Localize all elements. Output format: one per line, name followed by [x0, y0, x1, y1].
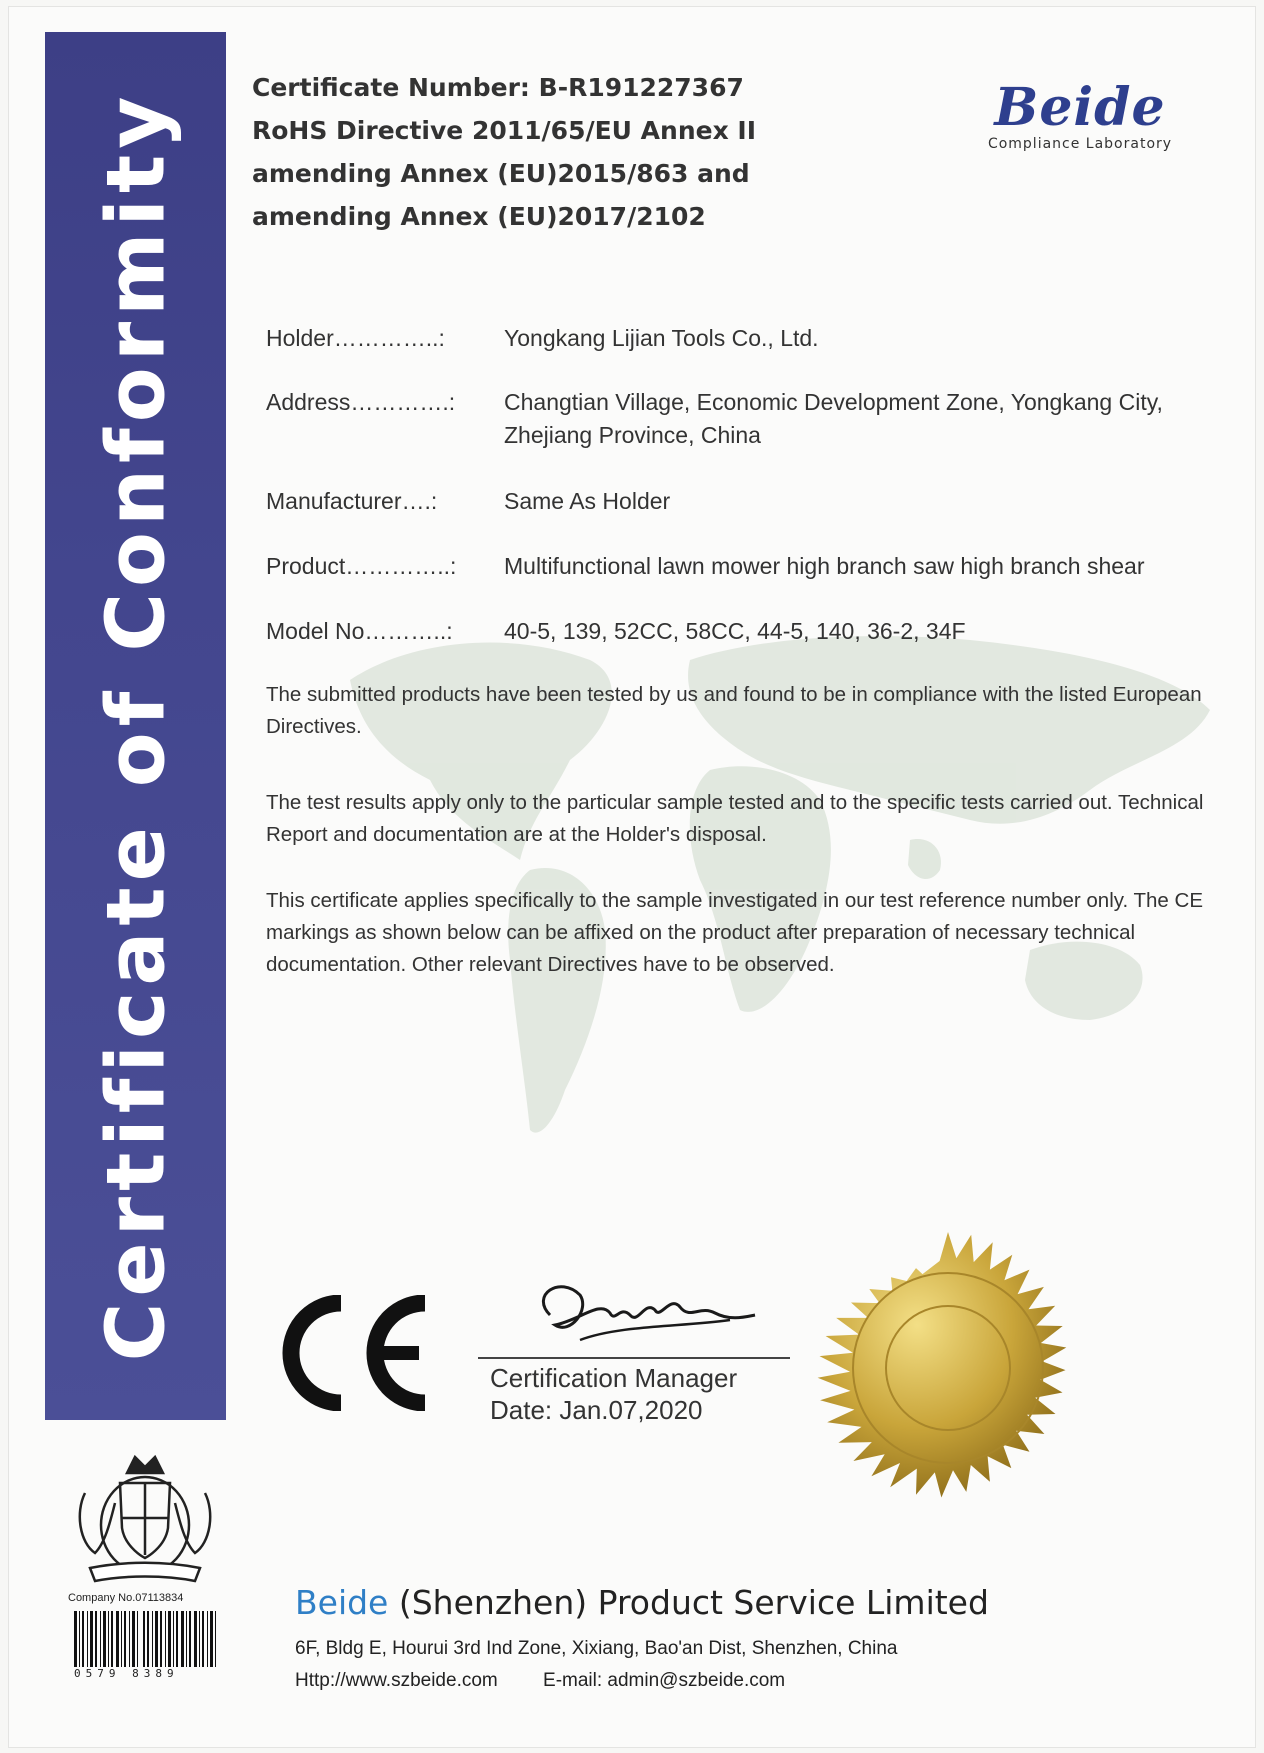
product-value: Multifunctional lawn mower high branch saw high branch shear — [504, 553, 1145, 579]
beide-logo — [970, 77, 1190, 152]
signoff-title: Certification Manager — [490, 1363, 738, 1393]
certificate-number: Certificate Number: B-R191227367 — [252, 73, 744, 102]
amending-line-2: amending Annex (EU)2017/2102 — [252, 202, 706, 231]
address-value: Changtian Village, Economic Development Zone, Yongkang City, Zhejiang Province, China — [504, 389, 1163, 448]
ce-markings-paragraph: This certificate applies specifically to the sample investigated in our test reference number only. The CE markings as shown below can be affixed on the product after preparation of necessary technical documentation. Other relevant Directives have to be observed. — [266, 889, 1204, 976]
barcode — [74, 1611, 216, 1667]
compliance-paragraph: The submitted products have been tested by us and found to be in compliance with the listed European Directives. — [266, 683, 1202, 738]
holder-value: Yongkang Lijian Tools Co., Ltd. — [504, 325, 819, 351]
side-band — [45, 32, 226, 1420]
royal-crest — [65, 1443, 225, 1588]
manufacturer-value: Same As Holder — [504, 488, 671, 514]
model-label: Model No………..: — [266, 618, 453, 644]
signature-line — [478, 1357, 790, 1359]
company-contact — [295, 1670, 785, 1692]
certificate-header — [252, 66, 756, 238]
beide-wordmark: Beide — [994, 77, 1166, 138]
company-email[interactable]: E-mail: admin@szbeide.com — [543, 1670, 786, 1691]
amending-line-1: amending Annex (EU)2015/863 and — [252, 159, 750, 188]
ce-mark — [275, 1295, 435, 1411]
company-number: Company No.07113834 — [68, 1592, 184, 1604]
company-website[interactable]: Http://www.szbeide.com — [295, 1670, 498, 1691]
gold-seal — [812, 1232, 1084, 1504]
company-name — [295, 1583, 989, 1622]
company-address: 6F, Bldg E, Hourui 3rd Ind Zone, Xixiang, Bao'an Dist, Shenzhen, China — [295, 1638, 898, 1659]
model-value: 40-5, 139, 52CC, 58CC, 44-5, 140, 36-2, 34F — [504, 618, 966, 644]
directive-line: RoHS Directive 2011/65/EU Annex II — [252, 116, 757, 145]
manufacturer-label: Manufacturer….: — [266, 488, 438, 514]
address-label: Address………….: — [266, 389, 456, 415]
product-label: Product…………..: — [266, 553, 457, 579]
company-name-rest: (Shenzhen) Product Service Limited — [388, 1583, 989, 1622]
test-results-paragraph: The test results apply only to the particular sample tested and to the specific tests carried out. Technical Report and documentation are at the Holder's disposal. — [266, 791, 1204, 846]
beide-subtitle: Compliance Laboratory — [987, 136, 1173, 152]
side-title: Certificate of Conformity — [89, 90, 182, 1362]
holder-label: Holder…………..: — [266, 325, 445, 351]
barcode-digits: 0579 8389 — [74, 1667, 179, 1680]
signoff-date: Date: Jan.07,2020 — [490, 1395, 703, 1425]
company-brand: Beide — [295, 1583, 389, 1622]
signoff — [490, 1362, 737, 1426]
manager-signature — [520, 1265, 760, 1365]
